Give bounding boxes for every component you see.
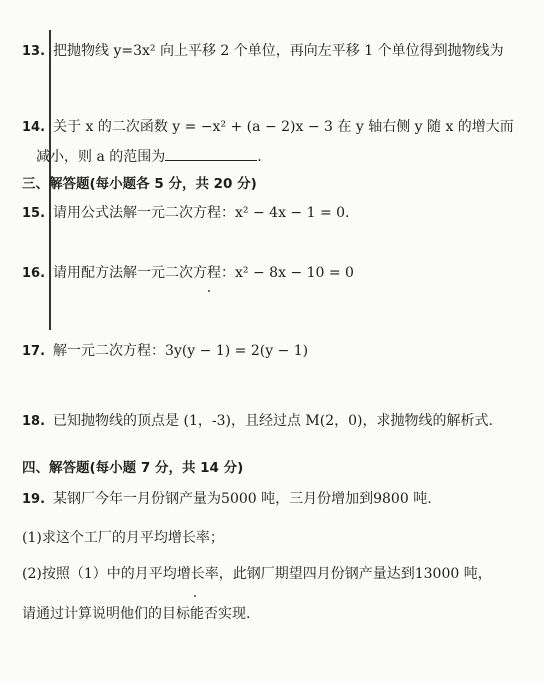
question-number: 17. xyxy=(22,344,46,359)
question-19 xyxy=(22,488,432,508)
question-15 xyxy=(22,202,350,222)
section-4-heading: 四、解答题(每小题 7 分，共 14 分) xyxy=(22,460,244,476)
question-19-part1: (1)求这个工厂的月平均增长率； xyxy=(22,530,224,546)
ink-speck xyxy=(194,595,196,597)
question-text: 解一元二次方程：3y(y − 1) = 2(y − 1) xyxy=(53,343,309,359)
question-18 xyxy=(22,410,493,430)
question-text: 已知抛物线的顶点是 (1，-3)，且经过点 M(2，0)，求抛物线的解析式. xyxy=(53,413,493,429)
section-3-heading: 三、解答题(每小题各 5 分，共 20 分) xyxy=(22,176,257,192)
period: . xyxy=(257,149,262,165)
question-13 xyxy=(22,40,504,60)
question-19-part2: (2)按照（1）中的月平均增长率，此钢厂期望四月份钢产量达到13000 吨， xyxy=(22,566,492,582)
question-number: 16. xyxy=(22,266,46,281)
question-text: 某钢厂今年一月份钢产量为5000 吨，三月份增加到9800 吨. xyxy=(53,491,432,507)
answer-blank[interactable] xyxy=(165,148,257,161)
question-text: 把抛物线 y=3x² 向上平移 2 个单位，再向左平移 1 个单位得到抛物线为 xyxy=(53,43,504,59)
question-number: 18. xyxy=(22,414,46,429)
ink-speck xyxy=(208,290,210,292)
question-text: 关于 x 的二次函数 y = −x² + (a − 2)x − 3 在 y 轴右侧 y 随 x 的增大而 xyxy=(53,119,514,135)
question-14-line1 xyxy=(22,116,514,136)
question-text: 请用公式法解一元二次方程：x² − 4x − 1 = 0. xyxy=(53,205,350,221)
question-17 xyxy=(22,340,308,360)
question-16 xyxy=(22,262,354,282)
question-text: 请用配方法解一元二次方程：x² − 8x − 10 = 0 xyxy=(53,265,354,281)
question-number: 19. xyxy=(22,492,46,507)
question-number: 15. xyxy=(22,206,46,221)
question-14-line2 xyxy=(36,146,262,166)
question-19-part3: 请通过计算说明他们的目标能否实现. xyxy=(22,606,251,622)
question-number: 14. xyxy=(22,120,46,135)
question-text: 减小，则 a 的范围为 xyxy=(36,149,166,165)
question-number: 13. xyxy=(22,44,46,59)
